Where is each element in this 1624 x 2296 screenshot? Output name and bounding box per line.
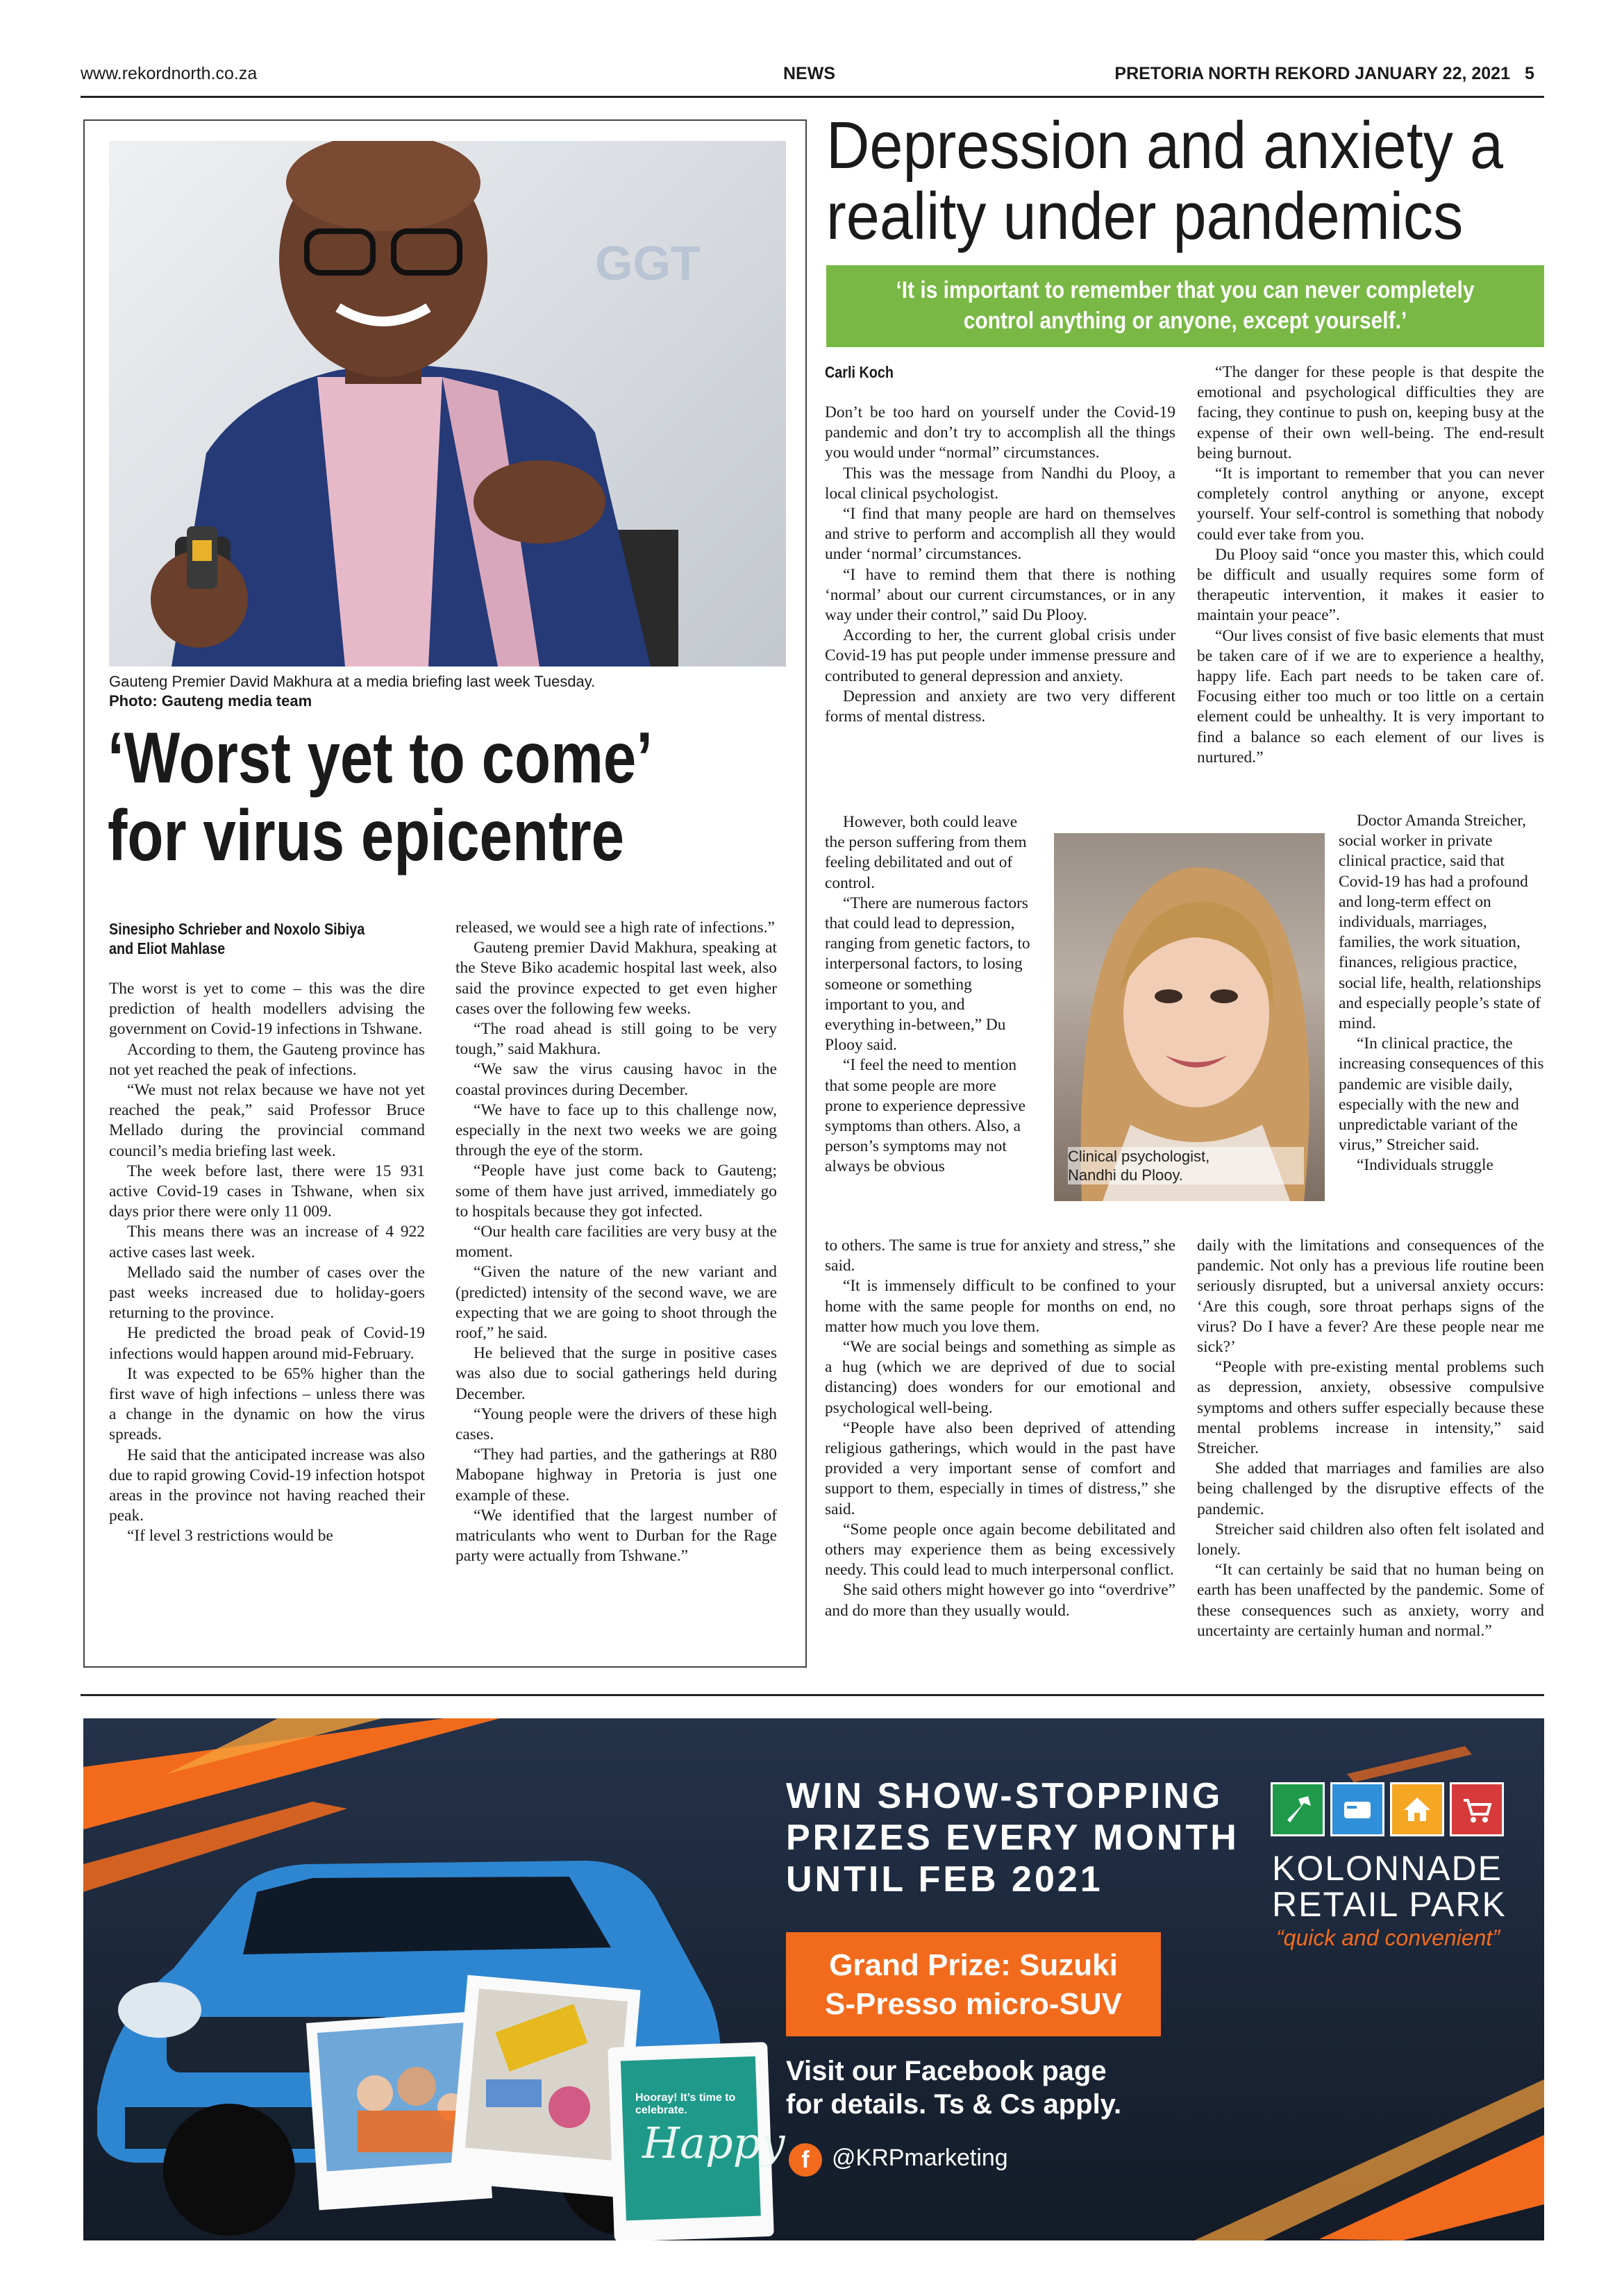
- paragraph: “I find that many people are hard on themselves and strive to perform and accomplish all they would under ‘normal’ circumstances.: [825, 505, 1175, 564]
- paragraph: released, we would see a high rate of infections.”: [455, 919, 775, 937]
- advert-headline-line-3: UNTIL FEB 2021: [786, 1859, 1103, 1900]
- advert-headline-line-1: WIN SHOW-STOPPING: [786, 1776, 1223, 1816]
- brand-slogan: “quick and convenient”: [1276, 1925, 1500, 1950]
- paragraph: “People have also been deprived of attending religious gatherings, which would in the past have provided a very important sense of comfort and support to them, especially in times of distress,” she said.: [825, 1418, 1175, 1518]
- advert-headline-line-2: PRIZES EVERY MONTH: [786, 1818, 1239, 1858]
- advert-divider: [81, 1694, 1544, 1696]
- brand-name: [1272, 1850, 1507, 1922]
- website-url: www.rekordnorth.co.za: [81, 64, 258, 83]
- grand-prize-line-1: Grand Prize: Suzuki: [829, 1948, 1118, 1982]
- paragraph: “People have just come back to Gauteng; some of them have just arrived, immediately go to hospitals because they got infected.: [455, 1162, 777, 1221]
- paragraph: He believed that the surge in positive cases was also due to social gatherings held during December.: [455, 1344, 777, 1403]
- photo-credit: Photo: Gauteng media team: [109, 692, 312, 710]
- facebook-icon[interactable]: f: [789, 2143, 822, 2177]
- paragraph: This means there was an increase of 4 922 active cases last week.: [109, 1223, 425, 1262]
- paragraph: He predicted the broad peak of Covid-19 infections would happen around mid-February.: [109, 1324, 425, 1363]
- paragraph: “We have to face up to this challenge now, especially in the next two weeks we are going through the eye of the storm.: [455, 1100, 777, 1160]
- cart-icon: [1450, 1782, 1504, 1836]
- paragraph: “The road ahead is still going to be very tough,” said Makhura.: [455, 1020, 777, 1059]
- paragraph: According to her, the current global crisis under Covid-19 has put people under immense pressure and contributed to general depression and anxiety.: [825, 626, 1175, 685]
- paragraph: “I have to remind them that there is nothing ‘normal’ about our current circumstances, or in any way under their control,” said Du Plooy.: [825, 565, 1175, 625]
- paragraph: “We are social beings and something as simple as a hug (which we are deprived of due to social distancing) does wonders for our emotional and psychological well-being.: [825, 1338, 1175, 1417]
- left-article-column-2: [455, 918, 777, 1567]
- paragraph: Depression and anxiety are two very different forms of mental distress.: [825, 687, 1175, 726]
- woman-portrait-photo: [1054, 833, 1325, 1201]
- paragraph: Don’t be too hard on yourself under the Covid-19 pandemic and don’t try to accomplish all the things you would under “normal” circumstances.: [825, 403, 1175, 462]
- paragraph: It was expected to be 65% higher than the first wave of high infections – unless there was a change in the dynamic on how the virus spreads.: [109, 1364, 425, 1444]
- byline-line-2: and Eliot Mahlase: [109, 939, 226, 957]
- person-speaking-photo: [109, 141, 786, 667]
- pull-quote: [826, 265, 1544, 347]
- paragraph: to others. The same is true for anxiety and stress,” she said.: [825, 1237, 1175, 1275]
- paragraph: “I feel the need to mention that some people are more prone to experience depressive symptoms than others. Also, a person’s symptoms may not always be obvious: [825, 1056, 1026, 1176]
- paragraph: She said others might however go into “overdrive” and do more than they usually would.: [825, 1581, 1175, 1620]
- right-article-column-2-narrow: [1339, 811, 1544, 1176]
- paragraph: “It can certainly be said that no human being on earth has been unaffected by the pandemic. Some of these consequences such as anxiety, worry and uncertainty are certainly human and normal.”: [1197, 1561, 1544, 1640]
- pull-quote-line-2: control anything or anyone, except yourself.’: [963, 308, 1407, 334]
- paragraph: “They had parties, and the gatherings at R80 Mabopane highway in Pretoria is just one example of these.: [455, 1446, 777, 1505]
- paragraph: “Individuals struggle: [1357, 1156, 1493, 1175]
- paragraph: “There are numerous factors that could lead to depression, ranging from genetic factors, to interpersonal factors, to losing someone or something important to you, and everything in-between,” Du Plooy said.: [825, 894, 1030, 1055]
- paragraph: Mellado said the number of cases over the past weeks increased due to holiday-goers returning to the province.: [109, 1263, 425, 1323]
- section-label: NEWS: [783, 64, 835, 83]
- paragraph: “It is important to remember that you can never completely control anything or anyone, except yourself. Your self-control is something that nobody could ever take from you.: [1197, 464, 1544, 544]
- right-article-column-2-top: [1197, 362, 1544, 768]
- right-article-column-2-bottom: [1197, 1236, 1544, 1641]
- header-rule: [81, 96, 1544, 98]
- paragraph: He said that the anticipated increase was also due to rapid growing Covid-19 infection hotspot areas in the province not having reached their peak.: [109, 1446, 425, 1525]
- paragraph: “It is immensely difficult to be confined to your home with the same people for months on end, no matter how much you love them.: [825, 1277, 1175, 1336]
- portrait-caption: [1068, 1147, 1304, 1184]
- headline-line-1: ‘Worst yet to come’: [108, 718, 653, 798]
- paragraph: “Young people were the drivers of these high cases.: [455, 1405, 777, 1444]
- facebook-handle[interactable]: @KRPmarketing: [832, 2145, 1008, 2171]
- paragraph: The week before last, there were 15 931 active Covid-19 cases in Tshwane, when six days prior there were only 11 009.: [109, 1162, 425, 1221]
- left-article-column-1: [109, 979, 425, 1547]
- brand-name-line-2: RETAIL PARK: [1272, 1885, 1507, 1924]
- advert-cta-line-2: for details. Ts & Cs apply.: [786, 2089, 1122, 2120]
- gift-card-top-text: Hooray! It’s time to celebrate.: [635, 2092, 736, 2116]
- right-byline: Carli Koch: [825, 363, 894, 381]
- paragraph: “We must not relax because we have not yet reached the peak,” said Professor Bruce Mellado during the provincial command council’s media briefing last week.: [109, 1081, 425, 1160]
- paragraph: “We identified that the largest number of matriculants who went to Durban for the Rage party were actually from Tshwane.”: [455, 1506, 777, 1566]
- byline-line-1: Sinesipho Schrieber and Noxolo Sibiya: [109, 920, 365, 938]
- house-icon: [1390, 1782, 1444, 1836]
- paragraph: Du Plooy said “once you master this, which could be difficult and usually requires some form of therapeutic intervention, it makes it easier to maintain your peace”.: [1197, 545, 1544, 625]
- brand-name-line-1: KOLONNADE: [1272, 1849, 1502, 1888]
- headline-line-2: for virus epicentre: [108, 796, 625, 876]
- right-article-column-1-bottom: [825, 1236, 1175, 1621]
- paragraph: However, both could leave the person suffering from them feeling debilitated and out of control.: [825, 813, 1027, 892]
- publication-date: PRETORIA NORTH REKORD JANUARY 22, 2021: [1114, 64, 1510, 83]
- paragraph: “Our health care facilities are very busy at the moment.: [455, 1223, 777, 1262]
- advert-headline: [786, 1775, 1239, 1900]
- paragraph: The worst is yet to come – this was the dire prediction of health modellers advising the government on Covid-19 infections in Tshwane.: [109, 980, 425, 1039]
- grand-prize-badge: [786, 1932, 1161, 2036]
- paragraph: She added that marriages and families are also being challenged by the disruptive effects of the pandemic.: [1197, 1459, 1544, 1518]
- paragraph: According to them, the Gauteng province has not yet reached the peak of infections.: [109, 1040, 425, 1079]
- card-icon: [1330, 1782, 1384, 1836]
- paragraph: daily with the limitations and consequences of the pandemic. Not only has a previous life routine been seriously disrupted, but a universal anxiety occurs: ‘Are this cough, sore throat perhaps signs of the virus? Do I have a fever? Are these people near me sick?’: [1197, 1237, 1544, 1357]
- advert-banner[interactable]: [83, 1718, 1544, 2240]
- right-article-column-1-narrow: [825, 812, 1033, 1178]
- portrait-caption-line-1: Clinical psychologist,: [1068, 1148, 1210, 1165]
- pull-quote-line-1: ‘It is important to remember that you can never completely: [896, 277, 1475, 303]
- advert-cta: [786, 2054, 1121, 2121]
- kolonnade-logo-icons: [1271, 1782, 1504, 1836]
- portrait-caption-line-2: Nandhi du Plooy.: [1068, 1166, 1183, 1184]
- pin-icon: [1271, 1782, 1325, 1836]
- paragraph: Doctor Amanda Streicher, social worker in private clinical practice, said that Covid-19 has had a profound and long-term effect on individuals, marriages, families, the work situation, finances, religious practice, social life, health, relationships and especially people’s state of mind.: [1339, 812, 1541, 1033]
- paragraph: Streicher said children also often felt isolated and lonely.: [1197, 1520, 1544, 1559]
- paragraph: “Some people once again become debilitated and others may experience them as being excessively needy. This could lead to much interpersonal conflict.: [825, 1520, 1175, 1579]
- paragraph: “In clinical practice, the increasing consequences of this pandemic are visible daily, especially with the new and unpredictable variant of the virus,” Streicher said.: [1339, 1034, 1544, 1155]
- paragraph: “The danger for these people is that despite the emotional and psychological difficulties they are facing, they continue to push on, keeping busy at the expense of their own well-being. The end-result being burnout.: [1197, 363, 1544, 462]
- svg-text:GGT: GGT: [595, 236, 701, 290]
- right-headline-line-1: Depression and anxiety a: [826, 108, 1503, 183]
- gift-card-word: Happy: [642, 2118, 785, 2168]
- paragraph: “Our lives consist of five basic elements that must be taken care of if we are to experience a healthy, happy life. Each part needs to be taken care of. Focusing either too much or too little on a certain element could be unhealthy. It is very important to find a balance so each element of our lives is nurtured.”: [1197, 626, 1544, 766]
- advert-cta-line-1: Visit our Facebook page: [786, 2056, 1107, 2086]
- photo-caption: Gauteng Premier David Makhura at a media briefing last week Tuesday.: [109, 673, 596, 690]
- paragraph: “If level 3 restrictions would be: [127, 1527, 333, 1545]
- paragraph: “Given the nature of the new variant and (predicted) intensity of the second wave, we are expecting that we are going to shoot through the roof,” he said.: [455, 1263, 777, 1343]
- right-article-column-1-top: [825, 403, 1175, 727]
- grand-prize-line-2: S-Presso micro-SUV: [825, 1987, 1122, 2021]
- paragraph: “We saw the virus causing havoc in the coastal provinces during December.: [455, 1060, 777, 1099]
- paragraph: This was the message from Nandhi du Plooy, a local clinical psychologist.: [825, 464, 1175, 503]
- paragraph: “People with pre-existing mental problems such as depression, anxiety, obsessive compulsive symptoms and others suffer especially because these mental problems increase in intensity,” said Streicher.: [1197, 1358, 1544, 1458]
- paragraph: Gauteng premier David Makhura, speaking at the Steve Biko academic hospital last week, also said the province expected to get even higher cases over the following few weeks.: [455, 939, 777, 1018]
- page-number: 5: [1525, 64, 1534, 83]
- right-headline-line-2: reality under pandemics: [826, 179, 1464, 253]
